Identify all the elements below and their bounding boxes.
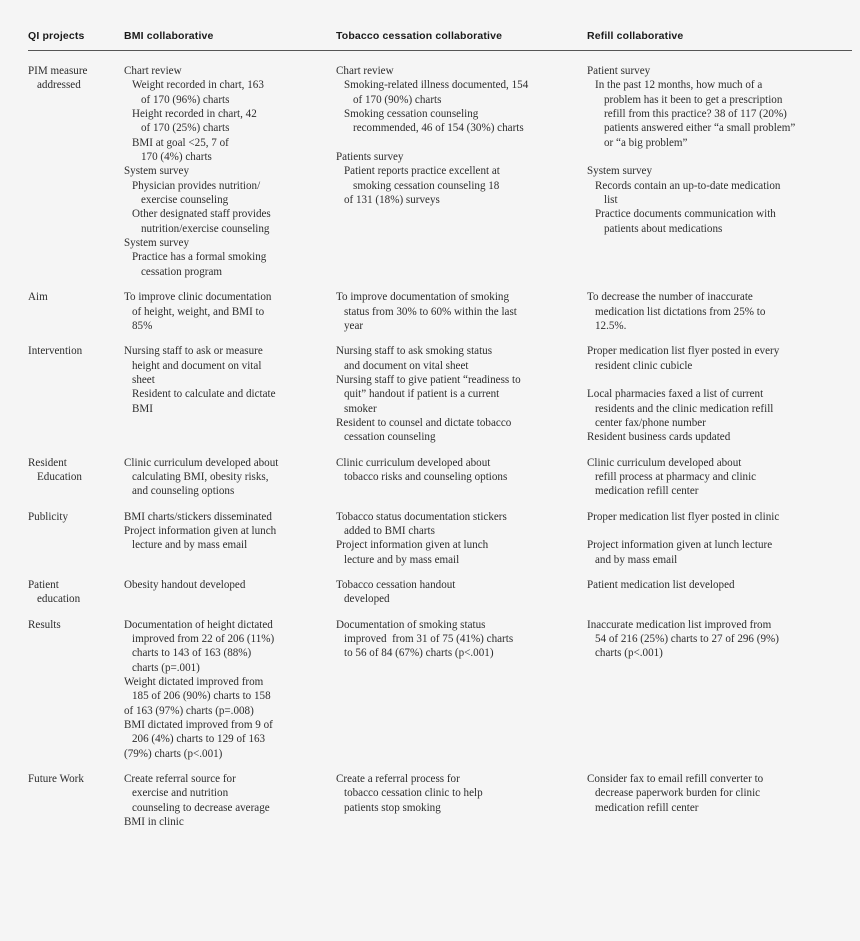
cell-line: developed [344, 593, 390, 606]
row-label-text [28, 618, 114, 632]
cell-line: to 56 of 84 (67%) charts (p<.001) [344, 647, 494, 660]
cell-line: tobacco risks and counseling options [344, 470, 508, 483]
row-label-future-work [28, 761, 124, 829]
cell-block [587, 510, 842, 524]
cell-block [124, 618, 326, 761]
cell-line: Patients survey [336, 151, 404, 164]
cell-line: residents and the clinic medication refill [595, 402, 774, 415]
cell-line: and counseling options [132, 485, 235, 498]
qi-projects-table-container [28, 30, 852, 830]
row-label-line: Aim [28, 291, 48, 304]
cell-block [124, 236, 326, 279]
cell-line: of 170 (96%) charts [141, 93, 230, 106]
cell-line: BMI dictated improved from 9 of [124, 719, 273, 732]
cell-line: Patient reports practice excellent at [344, 165, 500, 178]
cell-line: Local pharmacies faxed a list of current [587, 388, 764, 401]
cell-block [336, 510, 577, 567]
cell-line: or “a big problem” [604, 136, 688, 149]
cell-line: 170 (4%) charts [141, 151, 212, 164]
cell-patient-education-refill [587, 567, 852, 607]
row-label-line: Results [28, 618, 61, 631]
cell-line: improved from 22 of 206 (11%) [132, 633, 275, 646]
cell-line: of 170 (90%) charts [353, 93, 442, 106]
cell-line: sheet [132, 373, 155, 386]
table-row [28, 761, 852, 829]
cell-line: Project information given at lunch lecture [587, 539, 773, 552]
row-label-line: Publicity [28, 510, 69, 523]
cell-line: Documentation of smoking status [336, 618, 486, 631]
row-label-pim-measure-addressed [28, 51, 124, 280]
row-label-line: Intervention [28, 345, 83, 358]
cell-line: System survey [124, 237, 190, 250]
cell-line: 54 of 216 (25%) charts to 27 of 296 (9%) [595, 633, 779, 646]
cell-line: height and document on vital [132, 359, 262, 372]
cell-line: System survey [587, 165, 653, 178]
cell-block [587, 290, 842, 333]
cell-line: lecture and by mass email [132, 539, 248, 552]
cell-line: list [604, 194, 618, 207]
cell-line: Chart review [336, 65, 394, 77]
cell-block [336, 578, 577, 607]
cell-line: patients answered either “a small problem” [604, 122, 796, 135]
cell-block [587, 164, 842, 236]
cell-line: Weight dictated improved from [124, 676, 264, 689]
cell-line: Patient survey [587, 65, 651, 77]
cell-line: Practice documents communication with [595, 208, 776, 221]
row-label-line: addressed [37, 79, 81, 92]
column-header-bmi-collaborative: BMI collaborative [124, 30, 336, 51]
cell-block [124, 456, 326, 499]
cell-line: resident clinic cubicle [595, 359, 693, 372]
cell-line: Obesity handout developed [124, 579, 246, 591]
cell-line: Resident business cards updated [587, 431, 731, 444]
cell-line: 185 of 206 (90%) charts to 158 [132, 690, 271, 703]
cell-future-work-bmi [124, 761, 336, 829]
cell-line: of 131 (18%) surveys [344, 194, 440, 207]
table-row [28, 607, 852, 761]
cell-block [587, 64, 842, 150]
cell-line: Tobacco cessation handout [336, 579, 456, 591]
cell-line: 12.5%. [595, 319, 627, 332]
cell-results-tobacco [336, 607, 587, 761]
cell-line: Practice has a formal smoking [132, 251, 267, 264]
cell-line: charts (p<.001) [595, 647, 663, 660]
cell-line: medication list dictations from 25% to [595, 305, 766, 318]
cell-line: Other designated staff provides [132, 208, 271, 221]
row-label-aim [28, 279, 124, 333]
row-label-line: PIM measure [28, 65, 88, 77]
cell-block [336, 456, 577, 485]
cell-results-bmi [124, 607, 336, 761]
table-row [28, 279, 852, 333]
cell-line: of height, weight, and BMI to [132, 305, 265, 318]
cell-aim-tobacco [336, 279, 587, 333]
cell-line: To decrease the number of inaccurate [587, 291, 753, 304]
cell-resident-education-tobacco [336, 445, 587, 499]
table-row [28, 499, 852, 567]
cell-resident-education-refill [587, 445, 852, 499]
cell-publicity-bmi [124, 499, 336, 567]
cell-line: and document on vital sheet [344, 359, 469, 372]
row-label-line: Education [37, 470, 82, 483]
row-label-results [28, 607, 124, 761]
table-header [28, 30, 852, 51]
cell-block [124, 578, 326, 592]
cell-line: status from 30% to 60% within the last [344, 305, 517, 318]
row-label-text [28, 64, 114, 93]
row-label-text [28, 290, 114, 304]
cell-line: (79%) charts (p<.001) [124, 747, 223, 760]
row-label-publicity [28, 499, 124, 567]
cell-resident-education-bmi [124, 445, 336, 499]
cell-block [124, 64, 326, 164]
cell-line: Create referral source for [124, 773, 236, 786]
cell-line: Create a referral process for [336, 773, 460, 786]
cell-future-work-refill [587, 761, 852, 829]
cell-line: BMI charts/stickers disseminated [124, 510, 272, 523]
cell-block [336, 344, 577, 444]
cell-block [336, 772, 577, 815]
row-label-text [28, 344, 114, 358]
cell-line: refill from this practice? 38 of 117 (20%) [604, 108, 787, 121]
cell-line: calculating BMI, obesity risks, [132, 470, 269, 483]
cell-block [587, 387, 842, 444]
cell-line: Nursing staff to ask or measure [124, 345, 263, 358]
cell-block [124, 290, 326, 333]
cell-line: Proper medication list flyer posted in every [587, 345, 780, 358]
cell-line: patients about medications [604, 222, 723, 235]
cell-line: and by mass email [595, 553, 678, 566]
cell-block [587, 618, 842, 661]
cell-line: Patient medication list developed [587, 579, 735, 591]
cell-line: nutrition/exercise counseling [141, 222, 270, 235]
cell-line: of 170 (25%) charts [141, 122, 230, 135]
table-row [28, 445, 852, 499]
cell-line: decrease paperwork burden for clinic [595, 787, 761, 800]
cell-line: To improve documentation of smoking [336, 291, 509, 304]
cell-block [587, 578, 842, 592]
cell-line: System survey [124, 165, 190, 178]
column-header-qi-projects: QI projects [28, 30, 124, 51]
cell-intervention-bmi [124, 333, 336, 444]
cell-line: Clinic curriculum developed about [124, 456, 279, 469]
qi-projects-comparison-table [28, 30, 852, 830]
row-label-intervention [28, 333, 124, 444]
cell-block [587, 456, 842, 499]
cell-line: Height recorded in chart, 42 [132, 108, 257, 121]
cell-line: quit” handout if patient is a current [344, 388, 500, 401]
cell-line: improved from 31 of 75 (41%) charts [344, 633, 514, 646]
cell-line: In the past 12 months, how much of a [595, 79, 763, 92]
row-label-patient-education [28, 567, 124, 607]
cell-pim-measure-addressed-tobacco [336, 51, 587, 280]
cell-line: refill process at pharmacy and clinic [595, 470, 757, 483]
cell-line: Consider fax to email refill converter to [587, 773, 764, 786]
cell-line: medication refill center [595, 801, 699, 814]
cell-line: Smoking-related illness documented, 154 [344, 79, 529, 92]
row-label-text [28, 510, 114, 524]
cell-line: smoking cessation counseling 18 [353, 179, 500, 192]
cell-block [124, 510, 326, 553]
cell-line: smoker [344, 402, 377, 415]
cell-line: 206 (4%) charts to 129 of 163 [132, 733, 266, 746]
cell-line: exercise and nutrition [132, 787, 229, 800]
cell-line: Nursing staff to give patient “readiness to [336, 373, 521, 386]
cell-results-refill [587, 607, 852, 761]
cell-publicity-tobacco [336, 499, 587, 567]
column-header-refill-collaborative: Refill collaborative [587, 30, 852, 51]
cell-line: Records contain an up-to-date medication [595, 179, 781, 192]
table-row [28, 51, 852, 280]
cell-block [336, 618, 577, 661]
table-row [28, 567, 852, 607]
cell-block [124, 772, 326, 829]
cell-line: charts (p=.001) [132, 661, 200, 674]
row-label-line: Resident [28, 456, 67, 469]
column-header-tobacco-cessation-collaborative: Tobacco cessation collaborative [336, 30, 587, 51]
cell-block [336, 150, 577, 207]
cell-line: cessation program [141, 265, 223, 278]
cell-line: Resident to counsel and dictate tobacco [336, 416, 512, 429]
cell-future-work-tobacco [336, 761, 587, 829]
table-row [28, 333, 852, 444]
cell-patient-education-bmi [124, 567, 336, 607]
cell-line: BMI in clinic [124, 816, 184, 829]
cell-line: Smoking cessation counseling [344, 108, 479, 121]
cell-line: Documentation of height dictated [124, 618, 273, 631]
cell-line: cessation counseling [344, 431, 436, 444]
cell-pim-measure-addressed-refill [587, 51, 852, 280]
cell-block [336, 64, 577, 136]
cell-patient-education-tobacco [336, 567, 587, 607]
cell-pim-measure-addressed-bmi [124, 51, 336, 280]
cell-block [587, 344, 842, 373]
cell-line: Inaccurate medication list improved from [587, 618, 772, 631]
cell-block [124, 344, 326, 416]
cell-line: To improve clinic documentation [124, 291, 272, 304]
row-label-text [28, 456, 114, 485]
cell-line: Tobacco status documentation stickers [336, 510, 507, 523]
row-label-line: education [37, 593, 81, 606]
table-body [28, 51, 852, 830]
table-header-row [28, 30, 852, 51]
cell-block [124, 164, 326, 236]
cell-publicity-refill [587, 499, 852, 567]
row-label-text [28, 578, 114, 607]
cell-line: medication refill center [595, 485, 699, 498]
cell-line: Weight recorded in chart, 163 [132, 79, 264, 92]
cell-line: added to BMI charts [344, 524, 435, 537]
cell-line: of 163 (97%) charts (p=.008) [124, 704, 254, 717]
cell-line: tobacco cessation clinic to help [344, 787, 483, 800]
cell-line: counseling to decrease average [132, 801, 270, 814]
row-label-resident-education [28, 445, 124, 499]
cell-line: year [344, 319, 364, 332]
cell-line: BMI at goal <25, 7 of [132, 136, 229, 149]
cell-aim-bmi [124, 279, 336, 333]
cell-line: Nursing staff to ask smoking status [336, 345, 493, 358]
cell-line: Physician provides nutrition/ [132, 179, 261, 192]
cell-line: Chart review [124, 65, 182, 77]
cell-line: exercise counseling [141, 194, 229, 207]
cell-line: problem has it been to get a prescription [604, 93, 783, 106]
cell-line: Proper medication list flyer posted in clinic [587, 510, 780, 523]
cell-block [587, 538, 842, 567]
cell-line: recommended, 46 of 154 (30%) charts [353, 122, 524, 135]
cell-line: patients stop smoking [344, 801, 441, 814]
cell-line: Resident to calculate and dictate [132, 388, 276, 401]
cell-line: lecture and by mass email [344, 553, 460, 566]
cell-line: Clinic curriculum developed about [336, 456, 491, 469]
cell-aim-refill [587, 279, 852, 333]
cell-block [587, 772, 842, 815]
cell-line: Project information given at lunch [124, 524, 277, 537]
cell-block [336, 290, 577, 333]
cell-line: center fax/phone number [595, 416, 706, 429]
cell-intervention-refill [587, 333, 852, 444]
cell-line: 85% [132, 319, 153, 332]
cell-line: Clinic curriculum developed about [587, 456, 742, 469]
row-label-text [28, 772, 114, 786]
row-label-line: Patient [28, 579, 59, 591]
cell-intervention-tobacco [336, 333, 587, 444]
cell-line: charts to 143 of 163 (88%) [132, 647, 252, 660]
cell-line: BMI [132, 402, 153, 415]
cell-line: Project information given at lunch [336, 539, 489, 552]
row-label-line: Future Work [28, 773, 84, 786]
